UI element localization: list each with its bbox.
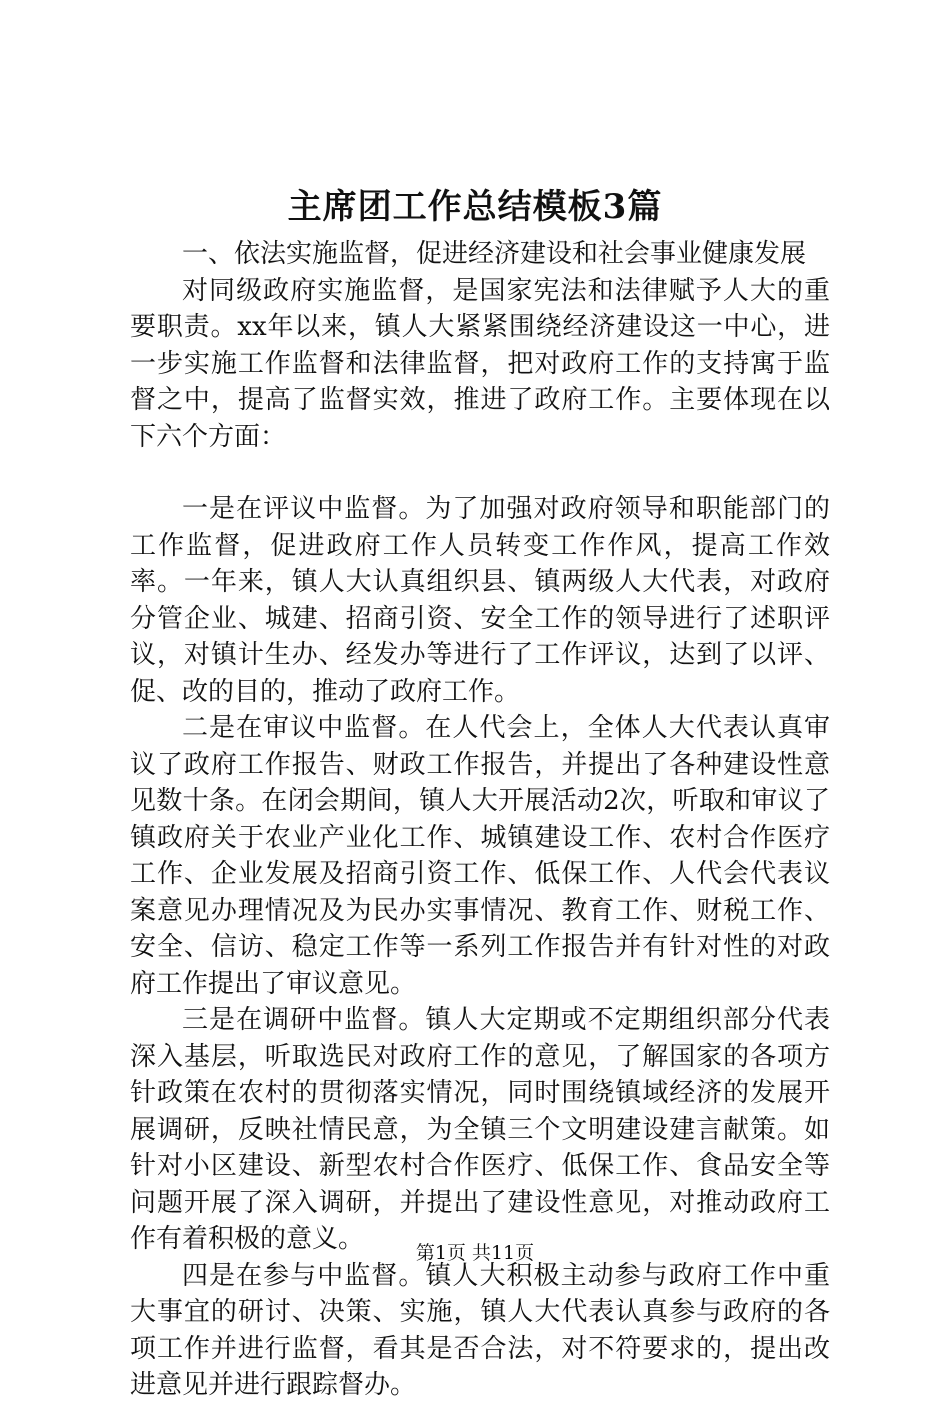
- section-heading: 一、依法实施监督，促进经济建设和社会事业健康发展: [182, 239, 807, 269]
- document-title: 主席团工作总结模板3篇: [287, 187, 663, 227]
- page-number: 第1页 共11页: [415, 1242, 535, 1264]
- paragraph-review: 二是在审议中监督。在人代会上，全体人大代表认真审议了政府工作报告、财政工作报告，并提出了各种建设性意见数十条。在闭会期间，镇人大开展活动2次，听取和审议了镇政府关于农业产业化工作、城镇建设工作、农村合作医疗工作、企业发展及招商引资工作、低保工作、人代会代表议案意见办理情况及为民办实事情况、教育工作、财税工作、安全、信访、稳定工作等一系列工作报告并有针对性的对政府工作提出了审议意见。: [130, 713, 830, 999]
- paragraph-research: 三是在调研中监督。镇人大定期或不定期组织部分代表深入基层，听取选民对政府工作的意见，了解国家的各项方针政策在农村的贯彻落实情况，同时围绕镇域经济的发展开展调研，反映社情民意，为全镇三个文明建设建言献策。如针对小区建设、新型农村合作医疗、低保工作、食品安全等问题开展了深入调研，并提出了建设性意见，对推动政府工作有着积极的意义。: [130, 1005, 830, 1254]
- document-body: [130, 236, 830, 1404]
- intro-paragraph: 对同级政府实施监督，是国家宪法和法律赋予人大的重要职责。xx年以来，镇人大紧紧围绕经济建设这一中心，进一步实施工作监督和法律监督，把对政府工作的支持寓于监督之中，提高了监督实效，推进了政府工作。主要体现在以下六个方面：: [130, 275, 830, 452]
- paragraph-participation: 四是在参与中监督。镇人大积极主动参与政府工作中重大事宜的研讨、决策、实施，镇人大代表认真参与政府的各项工作并进行监督，看其是否合法，对不符要求的，提出改进意见并进行跟踪督办。: [130, 1260, 830, 1400]
- paragraph-evaluation: 一是在评议中监督。为了加强对政府领导和职能部门的工作监督，促进政府工作人员转变工作作风，提高工作效率。一年来，镇人大认真组织县、镇两级人大代表，对政府分管企业、城建、招商引资、安全工作的领导进行了述职评议，对镇计生办、经发办等进行了工作评议，达到了以评、促、改的目的，推动了政府工作。: [130, 494, 830, 707]
